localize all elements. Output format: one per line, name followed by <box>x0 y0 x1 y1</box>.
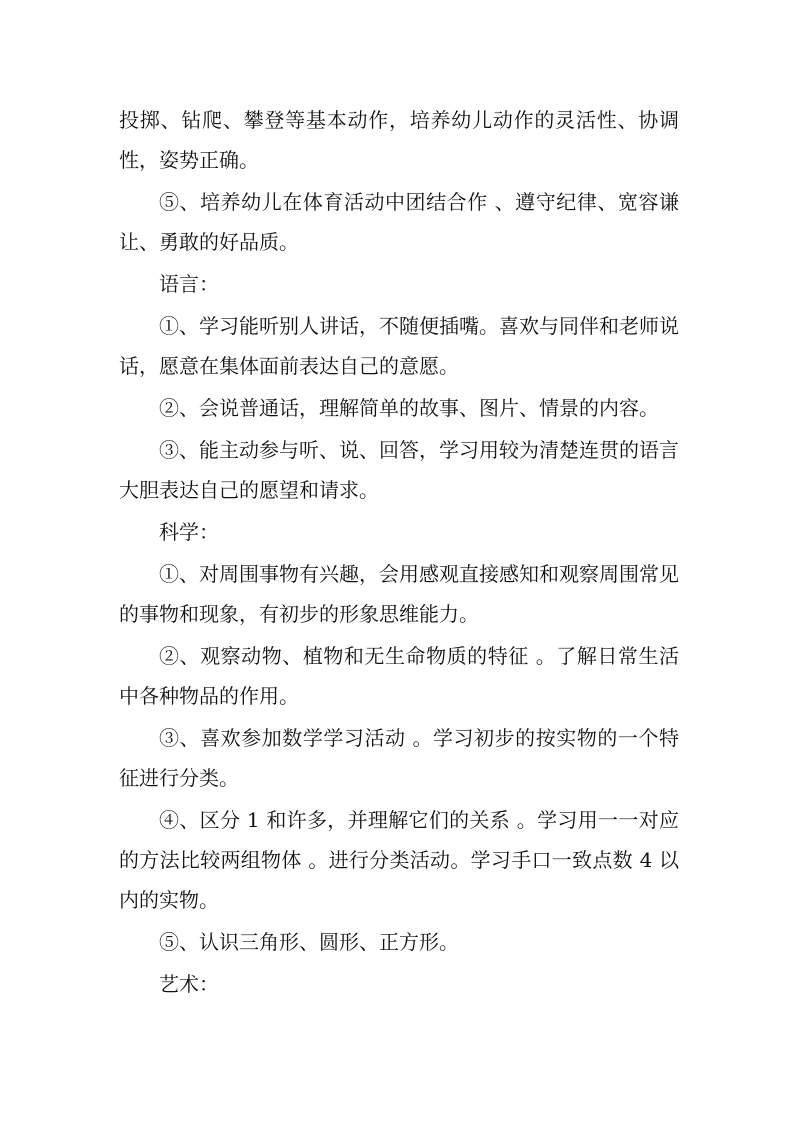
paragraph-science-item-3: ③、喜欢参加数学学习活动 。学习初步的按实物的一个特征进行分类。 <box>119 726 679 790</box>
paragraph-language-item-3: ③、能主动参与听、说、回答，学习用较为清楚连贯的语言大胆表达自己的愿望和请求。 <box>119 438 679 502</box>
paragraph-science-item-5: ⑤、认识三角形、圆形、正方形。 <box>159 930 459 954</box>
heading-art: 艺术： <box>159 972 219 996</box>
paragraph-motor-skills: 投掷、钻爬、攀登等基本动作，培养幼儿动作的灵活性、协调性，姿势正确。 <box>119 108 679 172</box>
paragraph-pe-item-5: ⑤、培养幼儿在体育活动中团结合作 、遵守纪律、宽容谦让、勇敢的好品质。 <box>119 190 679 254</box>
paragraph-science-item-1: ①、对周围事物有兴趣，会用感观直接感知和观察周围常见的事物和现象，有初步的形象思维能力。 <box>119 562 679 626</box>
paragraph-science-item-4: ④、区分 1 和许多，并理解它们的关系 。学习用一一对应的方法比较两组物体 。进行分类活动。学习手口一致点数 4 以内的实物。 <box>119 808 679 912</box>
heading-science: 科学： <box>159 520 219 544</box>
paragraph-language-item-2: ②、会说普通话，理解简单的故事、图片、情景的内容。 <box>159 396 659 420</box>
heading-language: 语言： <box>159 272 219 296</box>
paragraph-language-item-1: ①、学习能听别人讲话，不随便插嘴。喜欢与同伴和老师说话，愿意在集体面前表达自己的意愿。 <box>119 314 679 378</box>
paragraph-science-item-2: ②、观察动物、植物和无生命物质的特征 。了解日常生活中各种物品的作用。 <box>119 644 679 708</box>
document-body <box>119 100 679 1006</box>
